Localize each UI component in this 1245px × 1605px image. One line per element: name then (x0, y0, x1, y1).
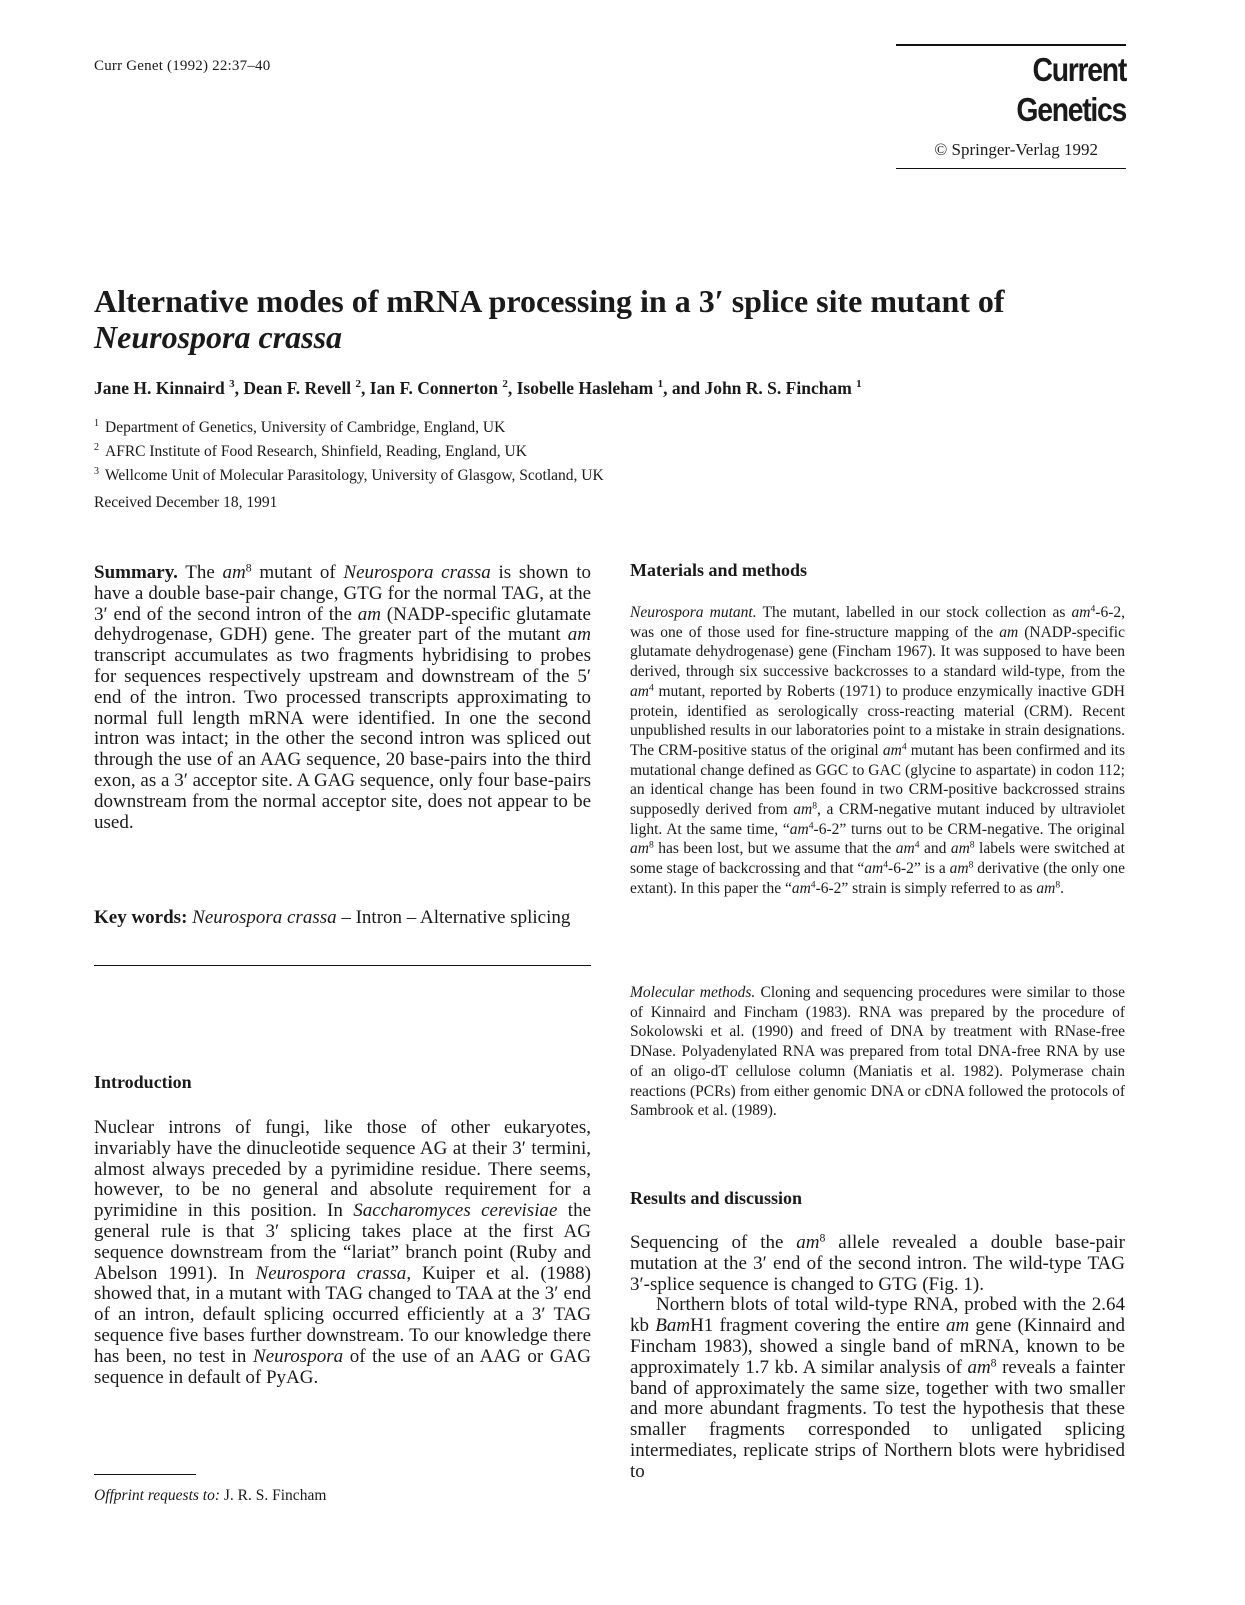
results-heading: Results and discussion (630, 1188, 803, 1208)
footnote-divider (94, 1474, 196, 1475)
copyright-line: © Springer-Verlag 1992 (934, 140, 1098, 159)
summary-divider (94, 965, 591, 966)
methods-paragraph-molecular: Molecular methods. Cloning and sequencing procedures were similar to those of Kinnaird and Fincham (1983). RNA was prepared by the procedure of Sokolowski et al. (1990) and freed of DNA by treatment with RNase-free DNase. Polyadenylated RNA was prepared from total DNA-free RNA by use of an oligo-dT cellulose column (Maniatis et al. 1982). Polymerase chain reactions (PCRs) from either genomic DNA or cDNA followed the protocols of Sambrook et al. (1989). (630, 984, 1125, 1120)
results-paragraph: Northern blots of total wild-type RNA, probed with the 2.64 kb BamH1 fragment covering the entire am gene (Kinnaird and Fincham 1983), showed a single band of mRNA, known to be approximately 1.7 kb. A similar analysis of $am^8$ reveals a fainter band of approximately the same size, together with two smaller and more abundant fragments. To test the hypothesis that these smaller fragments corresponded to unligated splicing intermediates, replicate strips of Northern blots were hybridised to (630, 1294, 1126, 1482)
author-affiliation-mark: 1 (657, 378, 664, 391)
author-name: Ian F. Connerton (369, 378, 498, 398)
introduction-paragraph: Nuclear introns of fungi, like those of other eukaryotes, invariably have the dinucleotide sequence AG at their 3′ termini, almost always preceded by a pyrimidine residue. There seems, however, to be no general and absolute requirement for a pyrimidine in this position. In Saccharomyces cerevisiae the general rule is that 3′ splicing takes place at the first AG sequence downstream from the “lariat” branch point (Ruby and Abelson 1991). In Neurospora crassa, Kuiper et al. (1988) showed that, in a mutant with TAG changed to TAA at the 3′ end of an intron, default splicing occurred efficiently at a 3′ TAG sequence five bases further downstream. To our knowledge there has been, no test in Neurospora of the use of an AAG or GAG sequence in default of PyAG. (94, 1117, 592, 1388)
keywords-label: Key words: (94, 907, 188, 928)
journal-masthead (896, 44, 1126, 169)
offprint-footnote: Offprint requests to: J. R. S. Fincham (94, 1487, 327, 1504)
author-name: Jane H. Kinnaird (94, 378, 225, 398)
author-affiliation-mark: 1 (856, 378, 862, 391)
author-affiliation-mark: 3 (229, 378, 235, 391)
author-affiliation-mark: 2 (502, 378, 508, 391)
author-name: John R. S. Fincham (704, 378, 852, 398)
results-text (630, 1233, 1125, 1483)
summary-paragraph: Summary. The $am^8$ mutant of Neurospora crassa is shown to have a double base-pair change, GTG for the normal TAG, at the 3′ end of the second intron of the am (NADP-specific glutamate dehydrogenase, GDH) gene. The greater part of the mutant am transcript accumulates as two fragments hybridising to probes for sequences respectively upstream and downstream of the 5′ end of the intron. Two processed transcripts approximating to normal full length mRNA were identified. In one the second intron was intact; in the other the second intron was spliced out through the use of an AAG sequence, 20 base-pairs into the third exon, as a 3′ acceptor site. A GAG sequence, only four base-pairs downstream from the normal acceptor site, does not appear to be used. (94, 561, 591, 833)
paper-title-main: Alternative modes of mRNA processing in a 3′ splice site mutant of (94, 283, 1005, 319)
introduction-heading: Introduction (94, 1072, 192, 1092)
results-paragraph: Sequencing of the $am^8$ allele revealed a double base-pair mutation at the 3′ end of the second intron. The wild-type TAG 3′-splice sequence is changed to GTG (Fig. 1). (630, 1231, 1126, 1295)
journal-title: Current Genetics (1016, 51, 1126, 128)
keywords-paragraph: Key words: Neurospora crassa – Intron – Alternative splicing (94, 907, 571, 928)
methods-heading: Materials and methods (630, 560, 807, 580)
received-date: Received December 18, 1991 (94, 494, 278, 511)
paper-title (94, 283, 1124, 355)
affiliation-line: $^1$ Department of Genetics, University of Cambridge, England, UK (94, 418, 506, 437)
methods-paragraph-mutant: Neurospora mutant. The mutant, labelled in our stock collection as $am^4-6-2$, was one of those used for fine-structure mapping of the am (NADP-specific glutamate dehydrogenase) gene (Fincham 1967). It was supposed to have been derived, through six successive backcrosses to a standard wild-type, from the $am^4$ mutant, reported by Roberts (1971) to produce enzymically inactive GDH protein, identified as serologically cross-reacting material (CRM). Recent unpublished results in our laboratories point to a mistake in strain designations. The CRM-positive status of the original $am^4$ mutant has been confirmed and its mutational change defined as GGC to GAC (glycine to aspartate) in codon 112; an identical change has been found in two CRM-positive backcrossed strains supposedly derived from $am^8$, a CRM-negative mutant induced by ultraviolet light. At the same time, “$am^4-6-2$” turns out to be CRM-negative. The original $am^8$ has been lost, but we assume that the $am^4$ and $am^8$ labels were switched at some stage of backcrossing and that “$am^4-6-2$” is a $am^8$ derivative (the only one extant). In this paper the “$am^4-6-2$” strain is simply referred to as $am^8$. (630, 603, 1126, 897)
author-name: Dean F. Revell (243, 378, 352, 398)
affiliations (94, 414, 604, 486)
affiliation-line: $^2$ AFRC Institute of Food Research, Shinfield, Reading, England, UK (94, 442, 527, 461)
journal-citation: Curr Genet (1992) 22:37–40 (94, 58, 271, 74)
masthead-top-rule (896, 44, 1126, 46)
masthead-bottom-rule (896, 168, 1126, 169)
affiliation-line: $^3$ Wellcome Unit of Molecular Parasitology, University of Glasgow, Scotland, UK (94, 466, 604, 485)
summary-label: Summary. (94, 562, 178, 583)
paper-title-species: Neurospora crassa (94, 319, 343, 355)
author-name: Isobelle Hasleham (516, 378, 654, 398)
author-affiliation-mark: 2 (355, 378, 362, 391)
author-list: Jane H. Kinnaird $^3$, Dean F. Revell $^2$, Ian F. Connerton $^2$, Isobelle Hasleham $^1$, and John R. S. Fincham $^1$ (94, 378, 862, 398)
